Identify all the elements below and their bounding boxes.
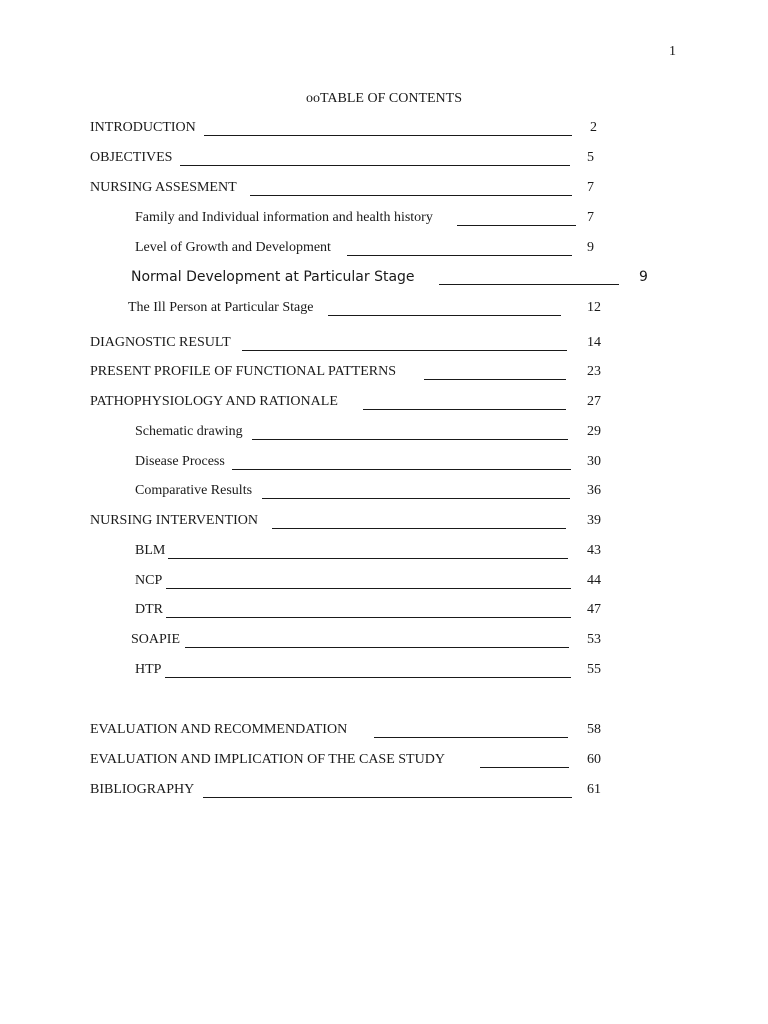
toc-entry-pathophysiology[interactable] [90, 394, 610, 414]
toc-entry-soapie[interactable] [131, 632, 610, 652]
toc-entry-label: The Ill Person at Particular Stage [128, 300, 314, 315]
toc-entry-disease-process[interactable] [135, 454, 610, 474]
leader-line [203, 797, 572, 798]
toc-entry-page: 7 [587, 180, 594, 195]
toc-entry-label: PRESENT PROFILE OF FUNCTIONAL PATTERNS [90, 364, 396, 379]
toc-entry-family-individual[interactable] [135, 210, 610, 230]
leader-line [242, 350, 567, 351]
leader-line [363, 409, 566, 410]
toc-entry-label: BLM [135, 543, 166, 558]
toc-entry-page: 27 [587, 394, 601, 409]
toc-entry-evaluation-recommendation[interactable] [90, 722, 610, 742]
toc-entry-level-of-growth[interactable] [135, 240, 610, 260]
toc-entry-label: Schematic drawing [135, 424, 243, 439]
toc-entry-dtr[interactable] [135, 602, 610, 622]
toc-entry-bibliography[interactable] [90, 782, 610, 802]
toc-entry-page: 29 [587, 424, 601, 439]
page-number: 1 [669, 44, 676, 59]
toc-entry-label: Family and Individual information and health history [135, 210, 433, 225]
toc-entry-introduction[interactable] [90, 120, 610, 140]
toc-entry-nursing-assesment[interactable] [90, 180, 610, 200]
toc-entry-label: Level of Growth and Development [135, 240, 331, 255]
toc-entry-diagnostic-result[interactable] [90, 335, 610, 355]
toc-entry-label: NURSING ASSESMENT [90, 180, 237, 195]
toc-entry-page: 36 [587, 483, 601, 498]
toc-entry-page: 55 [587, 662, 601, 677]
leader-line [374, 737, 568, 738]
leader-line [439, 284, 619, 285]
leader-line [180, 165, 570, 166]
leader-line [185, 647, 569, 648]
toc-entry-ncp[interactable] [135, 573, 610, 593]
leader-line [166, 617, 571, 618]
toc-entry-page: 9 [587, 240, 594, 255]
toc-entry-page: 60 [587, 752, 601, 767]
leader-line [250, 195, 572, 196]
leader-line [166, 588, 571, 589]
toc-entry-htp[interactable] [135, 662, 610, 682]
toc-entry-ill-person[interactable] [128, 300, 610, 320]
toc-entry-evaluation-implication[interactable] [90, 752, 610, 772]
toc-entry-label: DIAGNOSTIC RESULT [90, 335, 231, 350]
toc-entry-label: BIBLIOGRAPHY [90, 782, 195, 797]
toc-entry-label: NURSING INTERVENTION [90, 513, 259, 528]
toc-entry-normal-development[interactable] [131, 269, 661, 289]
toc-entry-page: 39 [587, 513, 601, 528]
toc-entry-page: 47 [587, 602, 601, 617]
toc-entry-comparative-results[interactable] [135, 483, 610, 503]
toc-entry-objectives[interactable] [90, 150, 610, 170]
toc-entry-page: 5 [587, 150, 594, 165]
leader-line [232, 469, 571, 470]
leader-line [328, 315, 561, 316]
toc-entry-page: 9 [639, 269, 648, 285]
toc-entry-page: 53 [587, 632, 601, 647]
toc-entry-page: 43 [587, 543, 601, 558]
leader-line [262, 498, 570, 499]
toc-entry-label: Normal Development at Particular Stage [131, 269, 415, 285]
leader-line [424, 379, 566, 380]
toc-entry-label: Comparative Results [135, 483, 253, 498]
toc-entry-page: 12 [587, 300, 601, 315]
toc-entry-page: 7 [587, 210, 594, 225]
toc-entry-page: 14 [587, 335, 601, 350]
toc-entry-nursing-intervention[interactable] [90, 513, 610, 533]
toc-title: ooTABLE OF CONTENTS [306, 91, 462, 106]
toc-entry-label: OBJECTIVES [90, 150, 173, 165]
toc-entry-label: NCP [135, 573, 163, 588]
toc-entry-label: SOAPIE [131, 632, 181, 647]
toc-entry-page: 44 [587, 573, 601, 588]
toc-entry-page: 30 [587, 454, 601, 469]
toc-entry-present-profile[interactable] [90, 364, 610, 384]
toc-entry-label: HTP [135, 662, 162, 677]
toc-entry-blm[interactable] [135, 543, 610, 563]
leader-line [165, 677, 571, 678]
toc-entry-label: PATHOPHYSIOLOGY AND RATIONALE [90, 394, 338, 409]
leader-line [204, 135, 572, 136]
toc-entry-page: 61 [587, 782, 601, 797]
toc-entry-page: 2 [590, 120, 597, 135]
leader-line [480, 767, 569, 768]
toc-entry-label: Disease Process [135, 454, 225, 469]
toc-entry-label: EVALUATION AND IMPLICATION OF THE CASE STUDY [90, 752, 445, 767]
toc-entry-label: INTRODUCTION [90, 120, 196, 135]
leader-line [272, 528, 566, 529]
leader-line [347, 255, 572, 256]
leader-line [252, 439, 568, 440]
leader-line [168, 558, 568, 559]
toc-entry-label: EVALUATION AND RECOMMENDATION [90, 722, 348, 737]
toc-entry-page: 23 [587, 364, 601, 379]
leader-line [457, 225, 576, 226]
toc-entry-schematic-drawing[interactable] [135, 424, 610, 444]
toc-entry-label: DTR [135, 602, 163, 617]
toc-entry-page: 58 [587, 722, 601, 737]
